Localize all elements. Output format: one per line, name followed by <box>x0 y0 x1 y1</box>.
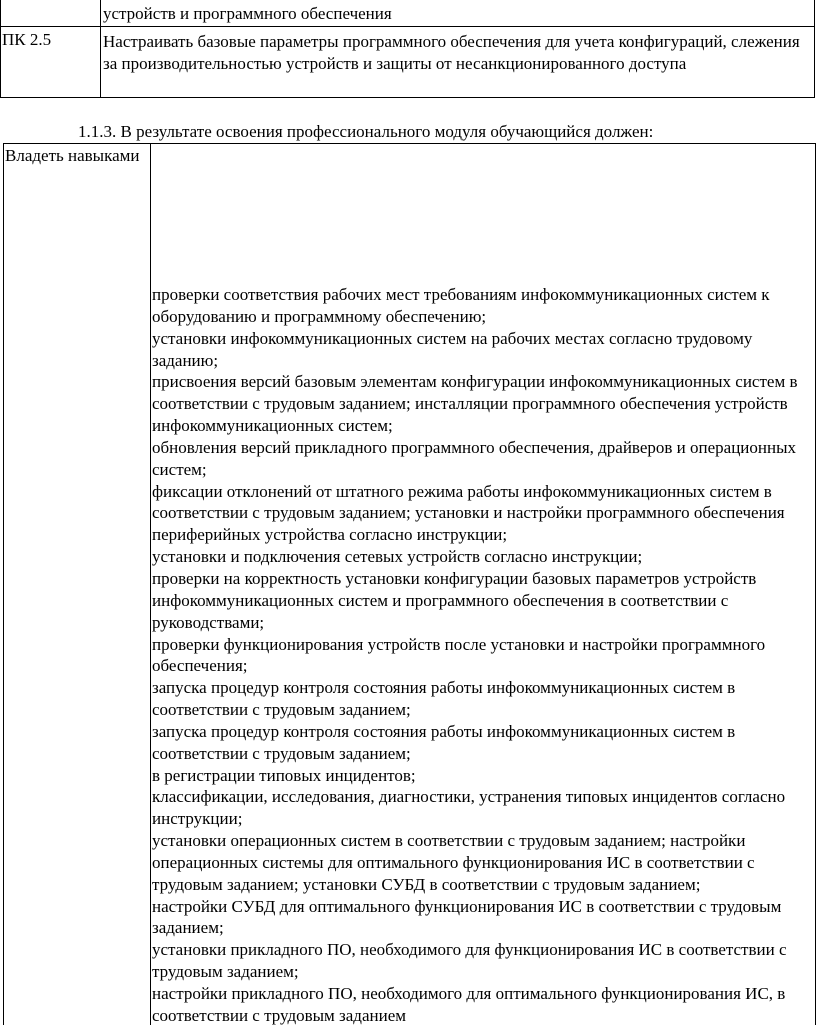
list-item: установки операционных систем в соответствии с трудовым заданием; настройки операционных системы для оптимального функционирования ИС в соответствии с трудовым заданием; установки СУБД в соответствии с трудовым заданием; <box>152 831 755 894</box>
list-item: настройки прикладного ПО, необходимого для оптимального функционирования ИС, в соответствии с трудовым заданием <box>152 984 786 1025</box>
section-heading: 1.1.3. В результате освоения профессионального модуля обучающийся должен: <box>78 122 654 141</box>
list-item: проверки функционирования устройств после установки и настройки программного обеспечения; <box>152 634 766 676</box>
table-column-divider <box>150 143 151 1025</box>
list-item: проверки соответствия рабочих мест требованиям инфокоммуникационных систем к оборудованию и программному обеспечению; <box>152 285 770 326</box>
table-row-divider <box>0 26 815 27</box>
list-item: присвоения версий базовым элементам конфигурации инфокоммуникационных систем в соответствии с трудовым заданием; инсталляции программного обеспечения устройств инфокоммуникационных систем; <box>152 372 798 436</box>
competency-code: ПК 2.5 <box>2 30 52 49</box>
table-border-top <box>3 143 816 144</box>
table-border-left <box>3 143 4 1025</box>
list-item: фиксации отклонений от штатного режима работы инфокоммуникационных систем в соответствии с трудовым заданием; установки и настройки программного обеспечения периферийных устройства согласно инструкции; <box>152 481 785 545</box>
table-border-bottom <box>0 97 815 98</box>
competency-table <box>0 0 816 98</box>
list-item: запуска процедур контроля состояния работы инфокоммуникационных систем в соответствии с трудовым заданием; <box>152 721 736 763</box>
list-item: установки и подключения сетевых устройств согласно инструкции; <box>152 547 643 567</box>
list-item: в регистрации типовых инцидентов; <box>152 765 416 785</box>
list-item: проверки на корректность установки конфигурации базовых параметров устройств инфокоммуникационных систем и программного обеспечения в соответствии с руководствами; <box>152 568 757 632</box>
list-item: установки прикладного ПО, необходимого для функционирования ИС в соответствии с трудовым заданием; <box>152 940 787 982</box>
list-item: классификации, исследования, диагностики, устранения типовых инцидентов согласно инструкции; <box>152 787 786 829</box>
list-item: установки инфокоммуникационных систем на рабочих местах согласно трудовому заданию; <box>152 328 753 370</box>
competency-description: Настраивать базовые параметры программного обеспечения для учета конфигураций, слежения за производительностью устройств и защиты от несанкционированного доступа <box>103 32 800 73</box>
continued-cell-text: устройств и программного обеспечения <box>103 4 392 23</box>
list-item: обновления версий прикладного программного обеспечения, драйверов и операционных систем; <box>152 437 797 479</box>
skills-list <box>152 284 816 1027</box>
list-item: настройки СУБД для оптимального функционирования ИС в соответствии с трудовым заданием; <box>152 896 782 938</box>
table-border-left <box>0 0 1 98</box>
list-item: запуска процедур контроля состояния работы инфокоммуникационных систем в соответствии с трудовым заданием; <box>152 678 736 720</box>
skills-label: Владеть навыками <box>5 146 140 165</box>
